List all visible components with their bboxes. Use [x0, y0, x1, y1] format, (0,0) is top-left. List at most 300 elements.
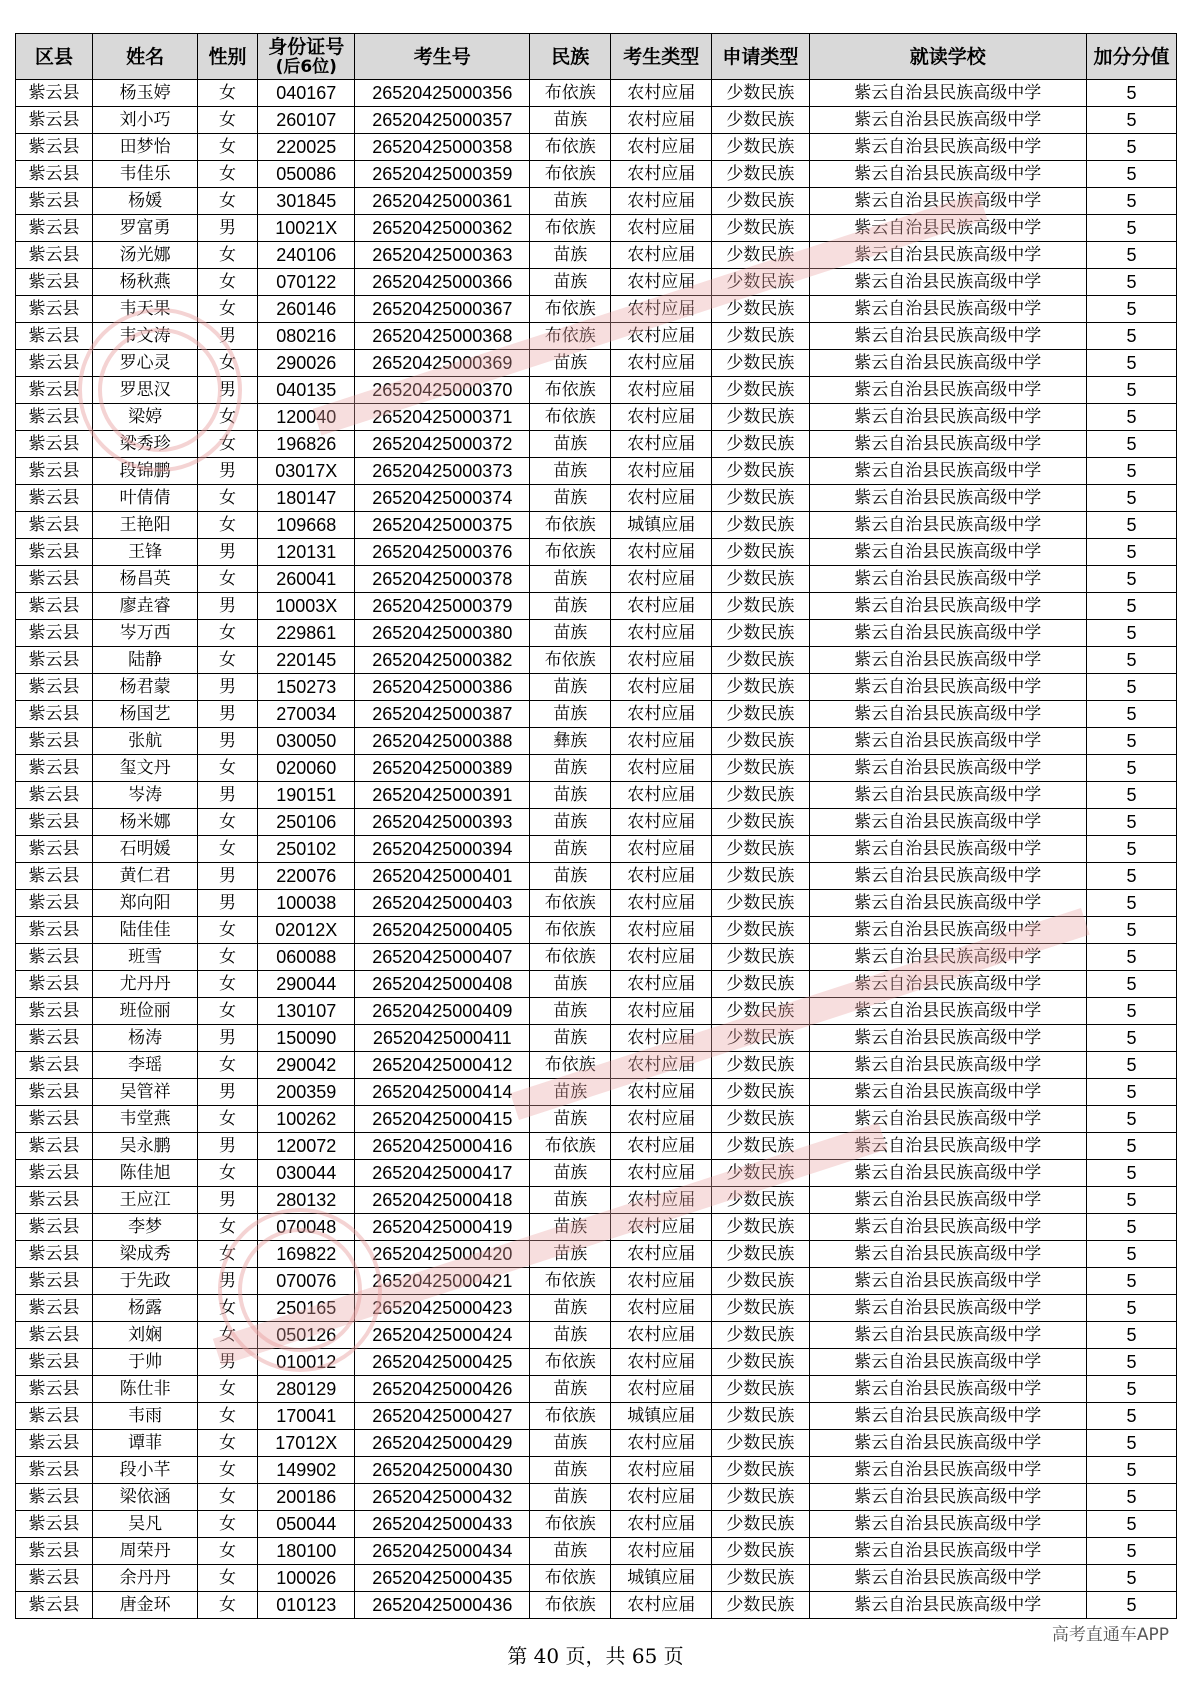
cell-gender: 男	[198, 1025, 258, 1052]
cell-app_type: 少数民族	[712, 242, 809, 269]
cell-id6: 290042	[258, 1052, 355, 1079]
table-row	[16, 890, 1177, 917]
cell-exam_no: 26520425000372	[355, 431, 530, 458]
cell-gender: 女	[198, 917, 258, 944]
cell-exam_no: 26520425000366	[355, 269, 530, 296]
table-row	[16, 1106, 1177, 1133]
cell-app_type: 少数民族	[712, 1079, 809, 1106]
cell-ethnicity: 苗族	[530, 1430, 611, 1457]
cell-app_type: 少数民族	[712, 1052, 809, 1079]
table-row	[16, 512, 1177, 539]
cell-name: 张航	[93, 728, 198, 755]
cell-id6: 180100	[258, 1538, 355, 1565]
cell-school: 紫云自治县民族高级中学	[809, 755, 1086, 782]
cell-gender: 男	[198, 458, 258, 485]
cell-ethnicity: 布依族	[530, 215, 611, 242]
cell-name: 陆佳佳	[93, 917, 198, 944]
cell-id6: 149902	[258, 1457, 355, 1484]
table-row	[16, 1430, 1177, 1457]
cell-app_type: 少数民族	[712, 431, 809, 458]
cell-name: 黄仁君	[93, 863, 198, 890]
cell-gender: 男	[198, 1349, 258, 1376]
cell-cand_type: 农村应届	[611, 1160, 712, 1187]
cell-app_type: 少数民族	[712, 1511, 809, 1538]
cell-bonus: 5	[1086, 998, 1176, 1025]
cell-exam_no: 26520425000414	[355, 1079, 530, 1106]
cell-ethnicity: 苗族	[530, 1538, 611, 1565]
cell-app_type: 少数民族	[712, 971, 809, 998]
cell-bonus: 5	[1086, 1511, 1176, 1538]
cell-county: 紫云县	[16, 188, 93, 215]
cell-bonus: 5	[1086, 1376, 1176, 1403]
cell-cand_type: 农村应届	[611, 215, 712, 242]
cell-cand_type: 农村应届	[611, 593, 712, 620]
cell-name: 田梦怡	[93, 134, 198, 161]
cell-exam_no: 26520425000417	[355, 1160, 530, 1187]
cell-app_type: 少数民族	[712, 377, 809, 404]
table-row	[16, 80, 1177, 107]
cell-app_type: 少数民族	[712, 1133, 809, 1160]
cell-gender: 女	[198, 242, 258, 269]
cell-name: 杨秋燕	[93, 269, 198, 296]
cell-cand_type: 农村应届	[611, 134, 712, 161]
cell-cand_type: 农村应届	[611, 1322, 712, 1349]
column-header-label: 身份证号	[268, 35, 345, 58]
cell-cand_type: 农村应届	[611, 80, 712, 107]
cell-app_type: 少数民族	[712, 701, 809, 728]
cell-ethnicity: 苗族	[530, 485, 611, 512]
column-header-label: 申请类型	[722, 45, 799, 68]
cell-school: 紫云自治县民族高级中学	[809, 701, 1086, 728]
cell-gender: 男	[198, 215, 258, 242]
cell-name: 梁成秀	[93, 1241, 198, 1268]
cell-ethnicity: 苗族	[530, 1214, 611, 1241]
cell-bonus: 5	[1086, 728, 1176, 755]
table-row	[16, 539, 1177, 566]
cell-cand_type: 农村应届	[611, 1349, 712, 1376]
cell-cand_type: 农村应届	[611, 269, 712, 296]
cell-ethnicity: 布依族	[530, 647, 611, 674]
cell-app_type: 少数民族	[712, 917, 809, 944]
cell-gender: 男	[198, 593, 258, 620]
cell-name: 陈佳旭	[93, 1160, 198, 1187]
cell-school: 紫云自治县民族高级中学	[809, 269, 1086, 296]
cell-bonus: 5	[1086, 458, 1176, 485]
cell-ethnicity: 布依族	[530, 512, 611, 539]
cell-county: 紫云县	[16, 1403, 93, 1430]
cell-name: 尤丹丹	[93, 971, 198, 998]
cell-bonus: 5	[1086, 242, 1176, 269]
cell-county: 紫云县	[16, 1484, 93, 1511]
cell-county: 紫云县	[16, 755, 93, 782]
cell-name: 廖垚睿	[93, 593, 198, 620]
cell-id6: 220025	[258, 134, 355, 161]
cell-cand_type: 农村应届	[611, 620, 712, 647]
table-row	[16, 350, 1177, 377]
cell-county: 紫云县	[16, 1430, 93, 1457]
cell-exam_no: 26520425000420	[355, 1241, 530, 1268]
cell-ethnicity: 苗族	[530, 458, 611, 485]
cell-cand_type: 农村应届	[611, 377, 712, 404]
table-row	[16, 242, 1177, 269]
cell-app_type: 少数民族	[712, 1457, 809, 1484]
cell-name: 杨昌英	[93, 566, 198, 593]
cell-exam_no: 26520425000374	[355, 485, 530, 512]
cell-bonus: 5	[1086, 782, 1176, 809]
cell-name: 玺文丹	[93, 755, 198, 782]
cell-gender: 女	[198, 1106, 258, 1133]
cell-school: 紫云自治县民族高级中学	[809, 647, 1086, 674]
cell-name: 段小芊	[93, 1457, 198, 1484]
cell-ethnicity: 苗族	[530, 620, 611, 647]
cell-bonus: 5	[1086, 863, 1176, 890]
cell-ethnicity: 布依族	[530, 296, 611, 323]
cell-name: 罗思汉	[93, 377, 198, 404]
cell-cand_type: 农村应届	[611, 647, 712, 674]
cell-school: 紫云自治县民族高级中学	[809, 971, 1086, 998]
cell-school: 紫云自治县民族高级中学	[809, 566, 1086, 593]
cell-name: 于帅	[93, 1349, 198, 1376]
cell-exam_no: 26520425000378	[355, 566, 530, 593]
cell-name: 罗富勇	[93, 215, 198, 242]
column-header-cand_type	[611, 34, 712, 80]
cell-ethnicity: 苗族	[530, 1484, 611, 1511]
cell-gender: 女	[198, 1538, 258, 1565]
cell-ethnicity: 苗族	[530, 242, 611, 269]
cell-app_type: 少数民族	[712, 782, 809, 809]
cell-id6: 196826	[258, 431, 355, 458]
cell-bonus: 5	[1086, 1295, 1176, 1322]
table-row	[16, 1025, 1177, 1052]
cell-app_type: 少数民族	[712, 809, 809, 836]
cell-name: 杨媛	[93, 188, 198, 215]
cell-name: 杨露	[93, 1295, 198, 1322]
cell-cand_type: 农村应届	[611, 674, 712, 701]
table-row	[16, 701, 1177, 728]
cell-exam_no: 26520425000421	[355, 1268, 530, 1295]
cell-gender: 女	[198, 1511, 258, 1538]
cell-county: 紫云县	[16, 863, 93, 890]
cell-school: 紫云自治县民族高级中学	[809, 1241, 1086, 1268]
cell-cand_type: 农村应届	[611, 566, 712, 593]
cell-name: 汤光娜	[93, 242, 198, 269]
cell-county: 紫云县	[16, 1511, 93, 1538]
cell-gender: 女	[198, 620, 258, 647]
cell-bonus: 5	[1086, 269, 1176, 296]
cell-school: 紫云自治县民族高级中学	[809, 728, 1086, 755]
cell-cand_type: 农村应届	[611, 971, 712, 998]
table-row	[16, 161, 1177, 188]
cell-id6: 109668	[258, 512, 355, 539]
table-row	[16, 1511, 1177, 1538]
cell-id6: 250102	[258, 836, 355, 863]
cell-ethnicity: 布依族	[530, 1052, 611, 1079]
cell-cand_type: 农村应届	[611, 431, 712, 458]
table-row	[16, 755, 1177, 782]
cell-name: 唐金环	[93, 1592, 198, 1619]
cell-bonus: 5	[1086, 1403, 1176, 1430]
cell-id6: 100038	[258, 890, 355, 917]
column-header-gender	[198, 34, 258, 80]
cell-school: 紫云自治县民族高级中学	[809, 1376, 1086, 1403]
cell-bonus: 5	[1086, 971, 1176, 998]
cell-name: 岑涛	[93, 782, 198, 809]
cell-exam_no: 26520425000415	[355, 1106, 530, 1133]
cell-name: 吴永鹏	[93, 1133, 198, 1160]
table-row	[16, 1538, 1177, 1565]
cell-name: 李梦	[93, 1214, 198, 1241]
cell-gender: 男	[198, 890, 258, 917]
cell-county: 紫云县	[16, 1295, 93, 1322]
cell-app_type: 少数民族	[712, 107, 809, 134]
cell-app_type: 少数民族	[712, 296, 809, 323]
table-row	[16, 1052, 1177, 1079]
cell-ethnicity: 苗族	[530, 809, 611, 836]
cell-school: 紫云自治县民族高级中学	[809, 431, 1086, 458]
cell-county: 紫云县	[16, 404, 93, 431]
cell-exam_no: 26520425000369	[355, 350, 530, 377]
cell-county: 紫云县	[16, 269, 93, 296]
cell-name: 陈仕非	[93, 1376, 198, 1403]
cell-app_type: 少数民族	[712, 350, 809, 377]
cell-county: 紫云县	[16, 485, 93, 512]
cell-school: 紫云自治县民族高级中学	[809, 1565, 1086, 1592]
cell-exam_no: 26520425000376	[355, 539, 530, 566]
cell-ethnicity: 苗族	[530, 1079, 611, 1106]
cell-county: 紫云县	[16, 161, 93, 188]
table-row	[16, 1295, 1177, 1322]
cell-ethnicity: 布依族	[530, 917, 611, 944]
cell-id6: 280129	[258, 1376, 355, 1403]
cell-bonus: 5	[1086, 1187, 1176, 1214]
cell-bonus: 5	[1086, 1484, 1176, 1511]
cell-id6: 080216	[258, 323, 355, 350]
cell-school: 紫云自治县民族高级中学	[809, 782, 1086, 809]
cell-gender: 女	[198, 1295, 258, 1322]
table-row	[16, 1268, 1177, 1295]
cell-cand_type: 农村应届	[611, 1430, 712, 1457]
cell-cand_type: 农村应届	[611, 1484, 712, 1511]
cell-exam_no: 26520425000435	[355, 1565, 530, 1592]
cell-bonus: 5	[1086, 350, 1176, 377]
cell-exam_no: 26520425000426	[355, 1376, 530, 1403]
cell-exam_no: 26520425000394	[355, 836, 530, 863]
cell-name: 韦天果	[93, 296, 198, 323]
column-header-school	[809, 34, 1086, 80]
cell-ethnicity: 苗族	[530, 863, 611, 890]
cell-ethnicity: 苗族	[530, 971, 611, 998]
cell-cand_type: 农村应届	[611, 890, 712, 917]
cell-gender: 女	[198, 1484, 258, 1511]
cell-exam_no: 26520425000382	[355, 647, 530, 674]
cell-ethnicity: 苗族	[530, 1322, 611, 1349]
cell-gender: 女	[198, 1430, 258, 1457]
cell-bonus: 5	[1086, 755, 1176, 782]
cell-gender: 男	[198, 323, 258, 350]
table-row	[16, 1241, 1177, 1268]
column-header-ethnicity	[530, 34, 611, 80]
cell-gender: 男	[198, 674, 258, 701]
cell-id6: 301845	[258, 188, 355, 215]
cell-gender: 女	[198, 836, 258, 863]
cell-county: 紫云县	[16, 1349, 93, 1376]
cell-ethnicity: 苗族	[530, 107, 611, 134]
cell-exam_no: 26520425000359	[355, 161, 530, 188]
cell-ethnicity: 苗族	[530, 755, 611, 782]
cell-id6: 270034	[258, 701, 355, 728]
cell-name: 王艳阳	[93, 512, 198, 539]
column-header-label: 姓名	[126, 45, 165, 68]
cell-gender: 女	[198, 566, 258, 593]
column-header-county	[16, 34, 93, 80]
cell-county: 紫云县	[16, 458, 93, 485]
cell-ethnicity: 布依族	[530, 377, 611, 404]
cell-ethnicity: 布依族	[530, 944, 611, 971]
table-row	[16, 485, 1177, 512]
cell-exam_no: 26520425000386	[355, 674, 530, 701]
cell-school: 紫云自治县民族高级中学	[809, 512, 1086, 539]
cell-app_type: 少数民族	[712, 647, 809, 674]
column-header-label: 性别	[208, 45, 247, 68]
cell-bonus: 5	[1086, 1565, 1176, 1592]
cell-cand_type: 农村应届	[611, 728, 712, 755]
cell-gender: 男	[198, 863, 258, 890]
cell-ethnicity: 布依族	[530, 890, 611, 917]
table-row	[16, 1160, 1177, 1187]
cell-ethnicity: 苗族	[530, 1457, 611, 1484]
cell-bonus: 5	[1086, 80, 1176, 107]
cell-app_type: 少数民族	[712, 944, 809, 971]
cell-app_type: 少数民族	[712, 836, 809, 863]
cell-id6: 120040	[258, 404, 355, 431]
cell-id6: 040135	[258, 377, 355, 404]
cell-app_type: 少数民族	[712, 1214, 809, 1241]
cell-bonus: 5	[1086, 1160, 1176, 1187]
cell-id6: 260107	[258, 107, 355, 134]
cell-name: 段锦鹏	[93, 458, 198, 485]
cell-id6: 070076	[258, 1268, 355, 1295]
cell-county: 紫云县	[16, 593, 93, 620]
column-header-label: 考生号	[413, 45, 471, 68]
cell-cand_type: 农村应届	[611, 1133, 712, 1160]
cell-bonus: 5	[1086, 1052, 1176, 1079]
cell-county: 紫云县	[16, 890, 93, 917]
cell-id6: 190151	[258, 782, 355, 809]
cell-cand_type: 农村应届	[611, 242, 712, 269]
cell-app_type: 少数民族	[712, 458, 809, 485]
cell-bonus: 5	[1086, 1133, 1176, 1160]
cell-cand_type: 城镇应届	[611, 1403, 712, 1430]
cell-app_type: 少数民族	[712, 1160, 809, 1187]
cell-bonus: 5	[1086, 107, 1176, 134]
cell-gender: 女	[198, 134, 258, 161]
table-row	[16, 971, 1177, 998]
cell-exam_no: 26520425000367	[355, 296, 530, 323]
cell-app_type: 少数民族	[712, 1376, 809, 1403]
cell-app_type: 少数民族	[712, 1538, 809, 1565]
cell-school: 紫云自治县民族高级中学	[809, 242, 1086, 269]
table-row	[16, 107, 1177, 134]
cell-bonus: 5	[1086, 377, 1176, 404]
cell-name: 班俭丽	[93, 998, 198, 1025]
header-row	[16, 34, 1177, 80]
cell-exam_no: 26520425000371	[355, 404, 530, 431]
cell-exam_no: 26520425000418	[355, 1187, 530, 1214]
cell-name: 吴凡	[93, 1511, 198, 1538]
cell-county: 紫云县	[16, 1565, 93, 1592]
cell-exam_no: 26520425000389	[355, 755, 530, 782]
cell-bonus: 5	[1086, 1322, 1176, 1349]
column-header-label: 加分分值	[1093, 45, 1170, 68]
cell-cand_type: 农村应届	[611, 1214, 712, 1241]
cell-name: 罗心灵	[93, 350, 198, 377]
cell-app_type: 少数民族	[712, 1241, 809, 1268]
cell-exam_no: 26520425000423	[355, 1295, 530, 1322]
cell-school: 紫云自治县民族高级中学	[809, 1214, 1086, 1241]
cell-school: 紫云自治县民族高级中学	[809, 1187, 1086, 1214]
cell-exam_no: 26520425000405	[355, 917, 530, 944]
cell-county: 紫云县	[16, 1322, 93, 1349]
cell-gender: 女	[198, 647, 258, 674]
table-row	[16, 782, 1177, 809]
table-row	[16, 1187, 1177, 1214]
cell-exam_no: 26520425000401	[355, 863, 530, 890]
cell-county: 紫云县	[16, 323, 93, 350]
cell-id6: 050126	[258, 1322, 355, 1349]
cell-gender: 女	[198, 1376, 258, 1403]
cell-id6: 02012X	[258, 917, 355, 944]
cell-school: 紫云自治县民族高级中学	[809, 1592, 1086, 1619]
column-header-label: 区县	[35, 45, 74, 68]
cell-school: 紫云自治县民族高级中学	[809, 458, 1086, 485]
cell-cand_type: 农村应届	[611, 1457, 712, 1484]
cell-ethnicity: 苗族	[530, 593, 611, 620]
cell-id6: 100262	[258, 1106, 355, 1133]
cell-id6: 169822	[258, 1241, 355, 1268]
cell-bonus: 5	[1086, 917, 1176, 944]
cell-id6: 290044	[258, 971, 355, 998]
cell-id6: 200186	[258, 1484, 355, 1511]
table-row	[16, 188, 1177, 215]
table-row	[16, 809, 1177, 836]
cell-app_type: 少数民族	[712, 1565, 809, 1592]
cell-gender: 女	[198, 512, 258, 539]
cell-exam_no: 26520425000391	[355, 782, 530, 809]
cell-ethnicity: 布依族	[530, 161, 611, 188]
cell-gender: 女	[198, 485, 258, 512]
column-header-app_type	[712, 34, 809, 80]
table-row	[16, 1403, 1177, 1430]
cell-cand_type: 农村应届	[611, 296, 712, 323]
cell-ethnicity: 彝族	[530, 728, 611, 755]
cell-ethnicity: 苗族	[530, 701, 611, 728]
cell-school: 紫云自治县民族高级中学	[809, 917, 1086, 944]
table-row	[16, 404, 1177, 431]
table-row	[16, 431, 1177, 458]
column-header-label: 就读学校	[909, 45, 986, 68]
cell-exam_no: 26520425000363	[355, 242, 530, 269]
cell-exam_no: 26520425000387	[355, 701, 530, 728]
cell-school: 紫云自治县民族高级中学	[809, 809, 1086, 836]
cell-gender: 女	[198, 188, 258, 215]
cell-id6: 170041	[258, 1403, 355, 1430]
table-row	[16, 323, 1177, 350]
cell-bonus: 5	[1086, 512, 1176, 539]
cell-county: 紫云县	[16, 566, 93, 593]
cell-gender: 女	[198, 1457, 258, 1484]
cell-exam_no: 26520425000412	[355, 1052, 530, 1079]
cell-county: 紫云县	[16, 998, 93, 1025]
